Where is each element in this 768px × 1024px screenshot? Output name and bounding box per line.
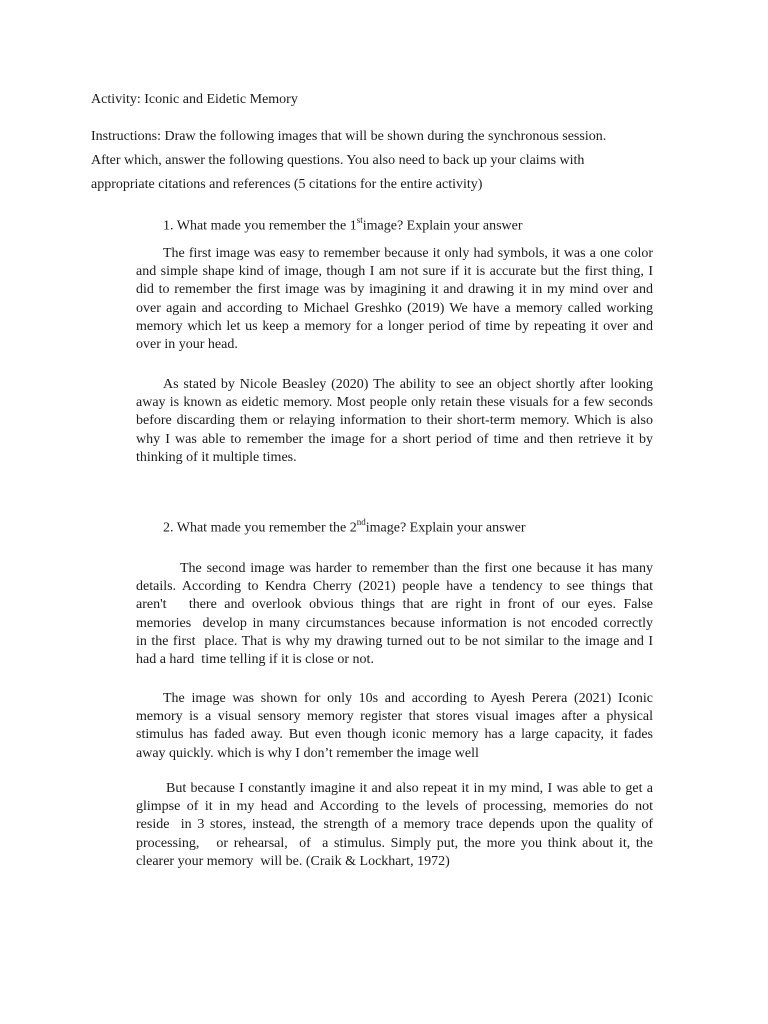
question-2-prefix: 2. What made you remember the 2 (163, 520, 357, 536)
paragraph-line: and simple shape kind of image, though I am not sure if it is accurate but the first thing, I (136, 264, 653, 280)
paragraph-line: As stated by Nicole Beasley (2020) The ability to see an object shortly after looking (163, 377, 653, 392)
answer-2-paragraph-1 (136, 560, 653, 669)
paragraph-line: before discarding them or relaying information to their short-term memory. Which is also (136, 413, 653, 429)
paragraph-line: over in your head. (136, 337, 238, 353)
paragraph-line: glimpse of it in my head and According to the levels of processing, memories do not (136, 799, 653, 815)
question-2-superscript: nd (356, 517, 366, 527)
paragraph-line: away is known as eidetic memory. Most people only retain these visuals for a few seconds (136, 395, 653, 411)
activity-title: Activity: Iconic and Eidetic Memory (91, 92, 298, 107)
paragraph-line: why I was able to remember the image for a short period of time and then retrieve it by (136, 431, 653, 447)
paragraph-line: reside in 3 stores, instead, the strength of a memory trace depends upon the quality of (136, 817, 653, 833)
answer-1-paragraph-1 (136, 245, 653, 354)
answer-1-paragraph-2 (136, 376, 653, 467)
paragraph-line: clearer your memory will be. (Craik & Lockhart, 1972) (136, 853, 450, 869)
question-1 (163, 216, 523, 235)
paragraph-line: stimulus has faded away. But even though iconic memory has a large capacity, it fades (136, 727, 653, 743)
paragraph-line: The image was shown for only 10s and according to Ayesh Perera (2021) Iconic (163, 691, 653, 706)
instructions-line: After which, answer the following questions. You also need to back up your claims with (91, 153, 585, 168)
paragraph-line: details. According to Kendra Cherry (2021) people have a tendency to see things that (136, 579, 653, 595)
paragraph-line: over again and according to Michael Greshko (2019) We have a memory called working (136, 300, 653, 316)
answer-2-paragraph-3 (136, 780, 653, 871)
answer-2-paragraph-2 (136, 690, 653, 763)
instructions-line: appropriate citations and references (5 citations for the entire activity) (91, 177, 483, 192)
paragraph-line: memories develop in many circumstances because information is not encoded correctly (136, 615, 653, 631)
question-1-prefix: 1. What made you remember the 1 (163, 218, 357, 234)
paragraph-line: in the first place. That is why my drawing turned out to be not similar to the image and I (136, 633, 653, 649)
question-1-superscript: st (356, 215, 363, 225)
paragraph-line: memory is a visual sensory memory register that stores visual images after a physical (136, 709, 653, 725)
paragraph-line: thinking of it multiple times. (136, 449, 297, 465)
question-2-suffix: image? Explain your answer (365, 520, 526, 536)
paragraph-line: The second image was harder to remember than the first one because it has many (180, 561, 653, 576)
paragraph-line: processing, or rehearsal, of a stimulus. Simply put, the more you think about it, the (136, 835, 653, 851)
paragraph-line: aren't there and overlook obvious things that are right in front of our eyes. False (136, 597, 653, 613)
paragraph-line: memory which let us keep a memory for a longer period of time by repeating it over and (136, 318, 653, 334)
question-1-suffix: image? Explain your answer (362, 218, 523, 234)
instructions-block (91, 125, 651, 197)
paragraph-line: The first image was easy to remember because it only had symbols, it was a one color (163, 246, 653, 261)
question-2 (163, 518, 526, 537)
paragraph-line: did to remember the first image was by imagining it and drawing it in my mind over and (136, 282, 653, 298)
paragraph-line: away quickly. which is why I don’t remember the image well (136, 745, 479, 761)
instructions-line: Instructions: Draw the following images that will be shown during the synchronous session. (91, 129, 607, 144)
paragraph-line: had a hard time telling if it is close or not. (136, 652, 374, 668)
paragraph-line: But because I constantly imagine it and also repeat it in my mind, I was able to get a (166, 781, 653, 796)
